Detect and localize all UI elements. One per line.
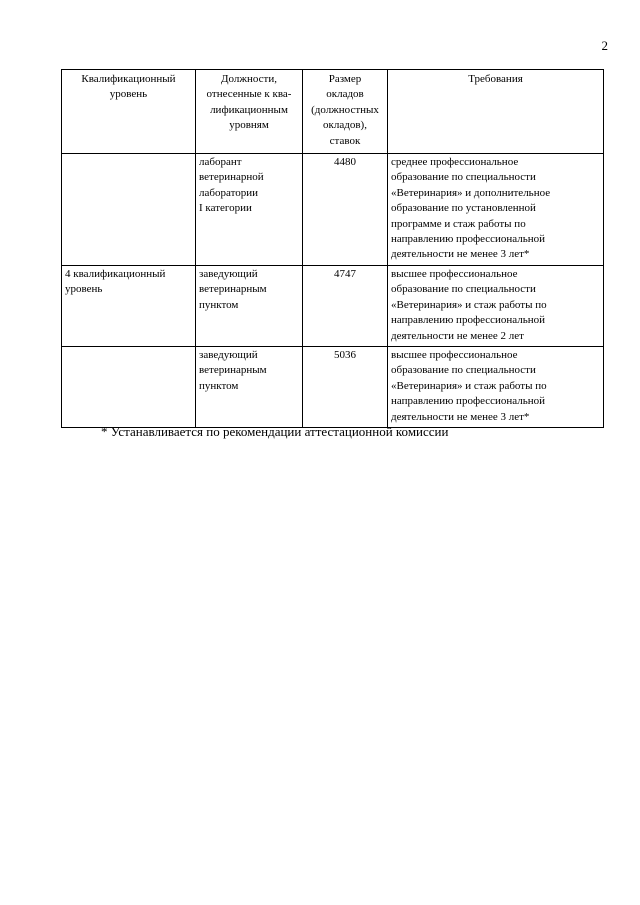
cell-requirements: высшее профессиональное образование по специальности «Ветеринария» и стаж работы по направлению профессиональной деятельности не менее 3 лет* xyxy=(388,346,604,427)
table-header-row xyxy=(62,70,604,154)
cell-position: заведующий ветеринарным пунктом xyxy=(196,346,303,427)
header-position: Должности, отнесенные к ква- лификационным уровням xyxy=(196,70,303,154)
table-row xyxy=(62,346,604,427)
cell-requirements: высшее профессиональное образование по специальности «Ветеринария» и стаж работы по направлению профессиональной деятельности не менее 2 лет xyxy=(388,265,604,346)
page-number: 2 xyxy=(601,38,608,53)
cell-position: лаборант ветеринарной лаборатории I категории xyxy=(196,154,303,266)
cell-salary: 4480 xyxy=(303,154,388,266)
cell-level: 4 квалификационный уровень xyxy=(62,265,196,346)
cell-level xyxy=(62,346,196,427)
header-level: Квалификационный уровень xyxy=(62,70,196,154)
header-salary: Размер окладов (должностных окладов), ставок xyxy=(303,70,388,154)
qualification-table xyxy=(61,69,604,428)
cell-salary: 5036 xyxy=(303,346,388,427)
cell-level xyxy=(62,154,196,266)
header-requirements: Требования xyxy=(388,70,604,154)
cell-position: заведующий ветеринарным пунктом xyxy=(196,265,303,346)
footnote: * Устанавливается по рекомендации аттестационной комиссии xyxy=(101,424,449,439)
cell-salary: 4747 xyxy=(303,265,388,346)
table-row xyxy=(62,154,604,266)
table-row xyxy=(62,265,604,346)
cell-requirements: среднее профессиональное образование по специальности «Ветеринария» и дополнительное образование по установленной программе и стаж работы по направлению профессиональной деятельности не менее 3 лет* xyxy=(388,154,604,266)
